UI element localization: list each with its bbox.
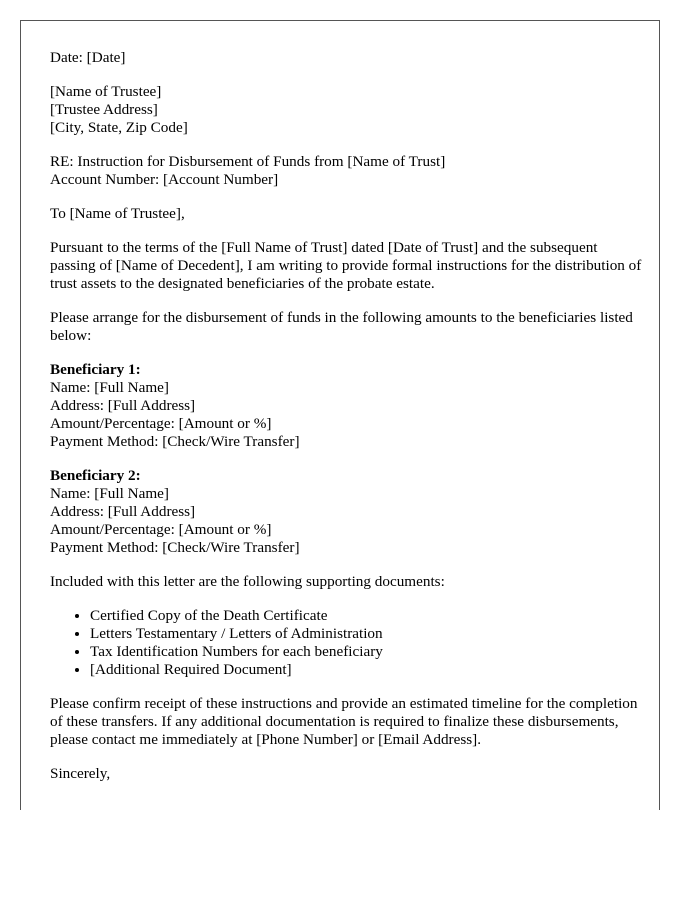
recipient-block bbox=[50, 83, 645, 137]
sign-off: Sincerely, bbox=[50, 765, 111, 782]
beneficiary-payment-method: Payment Method: [Check/Wire Transfer] bbox=[50, 433, 300, 450]
document-item: • Certified Copy of the Death Certificate bbox=[90, 607, 645, 625]
request-paragraph: Please arrange for the disbursement of funds in the following amounts to the beneficiaries listed below: bbox=[50, 309, 633, 344]
recipient-name: [Name of Trustee] bbox=[50, 83, 162, 100]
beneficiary-address: Address: [Full Address] bbox=[50, 503, 196, 520]
document-item: • [Additional Required Document] bbox=[90, 661, 645, 679]
document-item: • Letters Testamentary / Letters of Administration bbox=[90, 625, 645, 643]
salutation: To [Name of Trustee], bbox=[50, 205, 185, 222]
beneficiary-address: Address: [Full Address] bbox=[50, 397, 196, 414]
account-number-line: Account Number: [Account Number] bbox=[50, 171, 279, 188]
recipient-address: [Trustee Address] bbox=[50, 101, 158, 118]
beneficiary-heading: Beneficiary 1: bbox=[50, 361, 141, 378]
date-line: Date: [Date] bbox=[50, 49, 126, 66]
re-line: RE: Instruction for Disbursement of Funds from [Name of Trust] bbox=[50, 153, 446, 170]
beneficiary-payment-method: Payment Method: [Check/Wire Transfer] bbox=[50, 539, 300, 556]
closing-paragraph: Please confirm receipt of these instructions and provide an estimated timeline for the completion of these transfers. If any additional documentation is required to finalize these disbursements, please contact me immediately at [Phone Number] or [Email Address]. bbox=[50, 695, 638, 748]
subject-block bbox=[50, 153, 645, 189]
letter-page bbox=[20, 20, 660, 810]
recipient-city-state-zip: [City, State, Zip Code] bbox=[50, 119, 188, 136]
intro-paragraph: Pursuant to the terms of the [Full Name of Trust] dated [Date of Trust] and the subsequent passing of [Name of Decedent], I am writing to provide formal instructions for the distribution of trust assets to the designated beneficiaries of the probate estate. bbox=[50, 239, 642, 292]
beneficiary-block bbox=[50, 361, 645, 451]
beneficiary-amount: Amount/Percentage: [Amount or %] bbox=[50, 521, 272, 538]
beneficiary-name: Name: [Full Name] bbox=[50, 485, 169, 502]
letter-body bbox=[50, 49, 645, 799]
documents-intro: Included with this letter are the following supporting documents: bbox=[50, 573, 445, 590]
document-item: • Tax Identification Numbers for each beneficiary bbox=[90, 643, 645, 661]
beneficiary-block bbox=[50, 467, 645, 557]
documents-list bbox=[50, 607, 645, 679]
beneficiary-heading: Beneficiary 2: bbox=[50, 467, 141, 484]
beneficiary-amount: Amount/Percentage: [Amount or %] bbox=[50, 415, 272, 432]
beneficiary-name: Name: [Full Name] bbox=[50, 379, 169, 396]
